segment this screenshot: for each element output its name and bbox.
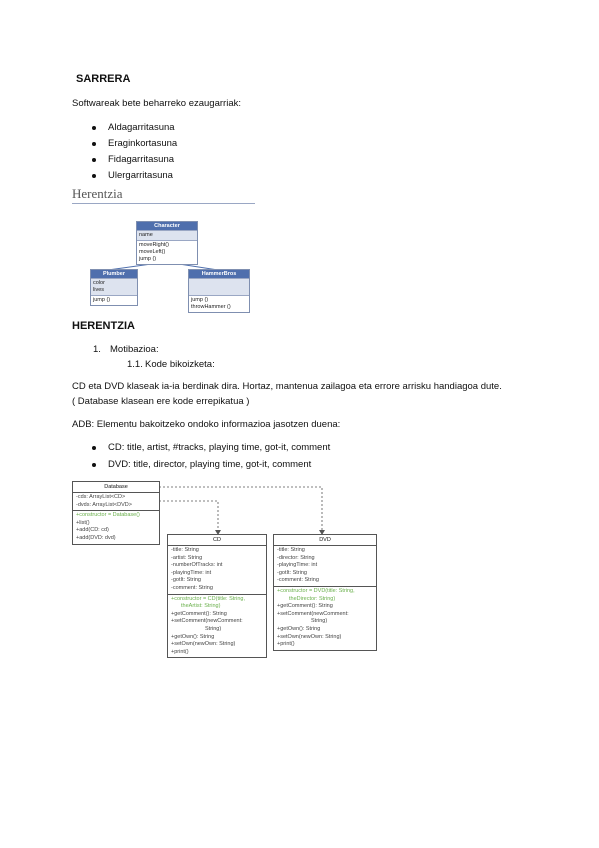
class-method: String) <box>311 618 328 625</box>
class-attr: -comment: String <box>277 577 319 584</box>
list-item: Ulergarritasuna <box>108 170 173 181</box>
list-number: 1.1. <box>127 359 143 370</box>
class-attr: -gotIt: String <box>171 577 201 584</box>
class-attr: -gotIt: String <box>277 569 307 576</box>
list-item: Fidagarritasuna <box>108 154 175 165</box>
sarrera-heading: SARRERA <box>76 73 131 85</box>
class-hammerbros <box>188 269 250 313</box>
class-attr: -comment: String <box>171 584 213 591</box>
class-method: moveLeft() <box>139 249 166 255</box>
class-method: jump () <box>139 256 157 262</box>
paragraph: ADB: Elementu bakoitzeko ondoko informazioa jasotzen duena: <box>72 419 341 430</box>
class-database <box>72 481 160 545</box>
figure-title: Herentzia <box>72 186 123 201</box>
class-attrs <box>168 546 266 595</box>
class-attr: -title: String <box>171 547 199 553</box>
class-attr: -cds: ArrayList<CD> <box>76 494 126 500</box>
list-item: Aldagarritasuna <box>108 122 175 133</box>
paragraph: CD eta DVD klaseak ia-ia berdinak dira. Hortaz, mantenua zailagoa eta errore arrisku handiagoa dute. <box>72 381 502 392</box>
class-method: +setOwn(newOwn: String) <box>277 633 342 640</box>
class-method: moveRight() <box>139 242 169 248</box>
class-method: +list() <box>76 519 90 526</box>
class-dvd <box>273 534 377 651</box>
class-attr: -numberOfTracks: int <box>171 562 223 569</box>
class-method: +constructor = DVD(title: String, <box>277 587 355 594</box>
class-method: jump () <box>191 297 209 303</box>
class-attr: name <box>139 232 153 238</box>
class-method: +getComment(): String <box>277 603 333 610</box>
paragraph: ( Database klasean ere kode errepikatua ) <box>72 396 250 407</box>
class-method: +add(DVD: dvd) <box>76 534 116 541</box>
list-item: Eraginkortasuna <box>108 138 178 149</box>
class-attrs <box>73 493 159 511</box>
association-line <box>159 501 218 534</box>
class-methods <box>189 295 249 312</box>
class-attr: lives <box>93 287 105 293</box>
class-attr: -dvds: ArrayList<DVD> <box>76 501 132 508</box>
class-attrs <box>274 546 376 587</box>
association-line <box>159 487 322 534</box>
bullet-icon <box>92 446 96 450</box>
class-method: theArtist: String) <box>181 603 221 610</box>
class-attr: -artist: String <box>171 554 203 561</box>
class-attrs <box>91 278 137 295</box>
class-name: Plumber <box>91 270 137 278</box>
class-name: Character <box>137 222 197 230</box>
class-methods <box>168 595 266 658</box>
class-cd <box>167 534 267 658</box>
list-number: 1. <box>93 344 101 355</box>
class-attrs <box>137 230 197 240</box>
class-method: +setComment(newComment: <box>171 618 243 625</box>
class-character <box>136 221 198 265</box>
list-item: Motibazioa: <box>110 344 159 355</box>
class-method: theDirector: String) <box>289 595 336 602</box>
class-attrs <box>189 278 249 295</box>
list-item: DVD: title, director, playing time, got-it, comment <box>108 459 312 470</box>
class-method: +getOwn(): String <box>277 625 321 632</box>
class-name: DVD <box>274 535 376 546</box>
class-name: HammerBros <box>189 270 249 278</box>
class-attr: -playingTime: int <box>171 569 212 576</box>
class-methods <box>274 587 376 650</box>
class-methods <box>137 240 197 264</box>
class-method: +constructor = CD(title: String, <box>171 595 245 602</box>
class-method: +setOwn(newOwn: String) <box>171 641 236 648</box>
class-attr: -title: String <box>277 547 305 553</box>
class-method: +print() <box>171 648 189 655</box>
class-plumber <box>90 269 138 306</box>
class-method: String) <box>205 625 222 632</box>
class-name: Database <box>73 482 159 493</box>
bullet-icon <box>92 463 96 467</box>
class-name: CD <box>168 535 266 546</box>
class-method: +getComment(): String <box>171 610 227 617</box>
class-method: jump () <box>93 297 111 303</box>
class-attr: -director: String <box>277 554 315 561</box>
list-item: CD: title, artist, #tracks, playing time, got-it, comment <box>108 442 331 453</box>
class-method: throwHammer () <box>191 304 231 310</box>
class-attr: color <box>93 280 105 286</box>
class-methods <box>91 295 137 305</box>
class-method: +add(CD: cd) <box>76 527 109 534</box>
class-method: +print() <box>277 641 295 648</box>
class-methods <box>73 511 159 543</box>
list-item: Kode bikoizketa: <box>145 359 215 370</box>
class-method: +constructor = Database() <box>76 512 140 519</box>
sarrera-intro: Softwareak bete beharreko ezaugarriak: <box>72 98 241 109</box>
class-attr: -playingTime: int <box>277 562 318 569</box>
herentzia-heading: HERENTZIA <box>72 320 135 332</box>
class-method: +getOwn(): String <box>171 633 215 640</box>
class-method: +setComment(newComment: <box>277 610 349 617</box>
